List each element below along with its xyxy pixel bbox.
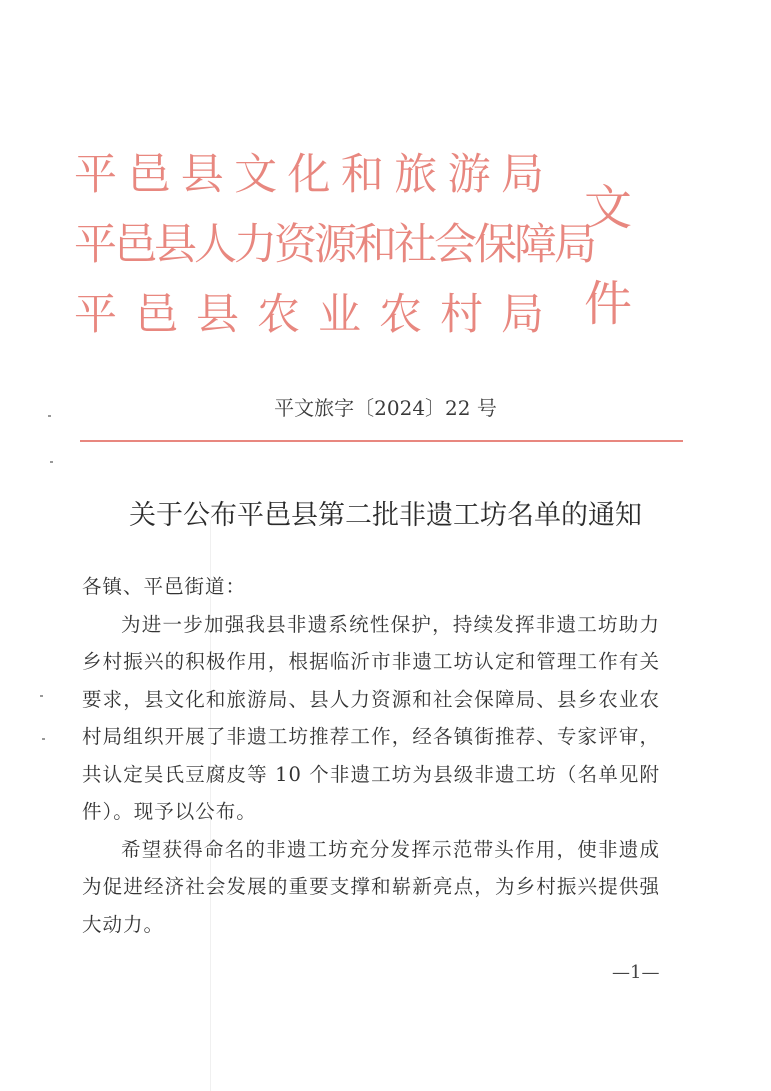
- agency-char: 农: [379, 290, 422, 340]
- document-type-label: [584, 160, 644, 352]
- agency-char: 和: [340, 150, 384, 200]
- agency-human-resources: 平邑县人力资源和社会保障局: [74, 220, 594, 270]
- agency-char: 农: [257, 290, 300, 340]
- salutation: 各镇、平邑街道：: [82, 575, 247, 598]
- scan-speck: [50, 461, 53, 463]
- document-type-char-1: 文: [584, 180, 633, 236]
- agency-char: 平: [74, 150, 117, 200]
- document-type-char-2: 件: [584, 276, 633, 332]
- agency-char: 化: [287, 150, 331, 200]
- agency-char: 邑: [135, 290, 178, 340]
- agency-char: 县: [180, 150, 224, 200]
- agency-char: 文: [234, 150, 278, 200]
- document-number: 平文旅字〔2024〕22 号: [274, 396, 497, 420]
- page-number: —1—: [612, 962, 660, 983]
- document-title: 关于公布平邑县第二批非遗工坊名单的通知: [129, 500, 642, 531]
- agency-char: 村: [440, 290, 483, 340]
- agency-agriculture: [74, 280, 544, 350]
- agency-char: 业: [318, 290, 361, 340]
- document-body: [82, 568, 660, 943]
- agency-char: 局: [501, 150, 544, 200]
- agency-char: 局: [501, 290, 544, 340]
- scan-speck: [42, 738, 45, 740]
- red-separator-line: [80, 440, 683, 442]
- agency-char: 旅: [394, 150, 438, 200]
- body-paragraph-2: 希望获得命名的非遗工坊充分发挥示范带头作用，使非遗成为促进经济社会发展的重要支撑和崭新亮点，为乡村振兴提供强大动力。: [82, 837, 660, 936]
- body-paragraph-1: 为进一步加强我县非遗系统性保护，持续发挥非遗工坊助力乡村振兴的积极作用，根据临沂市非遗工坊认定和管理工作有关要求，县文化和旅游局、县人力资源和社会保障局、县乡农业农村局组织开展了非遗工坊推荐工作，经各镇街推荐、专家评审，共认定吴氏豆腐皮等 10 个非遗工坊为县级非遗工坊（名单见附件）。现予以公布。: [82, 612, 660, 823]
- agency-char: 邑: [127, 150, 171, 200]
- agency-char: 游: [447, 150, 491, 200]
- issuing-agencies: [74, 140, 594, 350]
- scan-speck: [40, 695, 43, 697]
- agency-char: 平: [74, 290, 117, 340]
- agency-culture-tourism: [74, 140, 544, 210]
- agency-char: 县: [196, 290, 239, 340]
